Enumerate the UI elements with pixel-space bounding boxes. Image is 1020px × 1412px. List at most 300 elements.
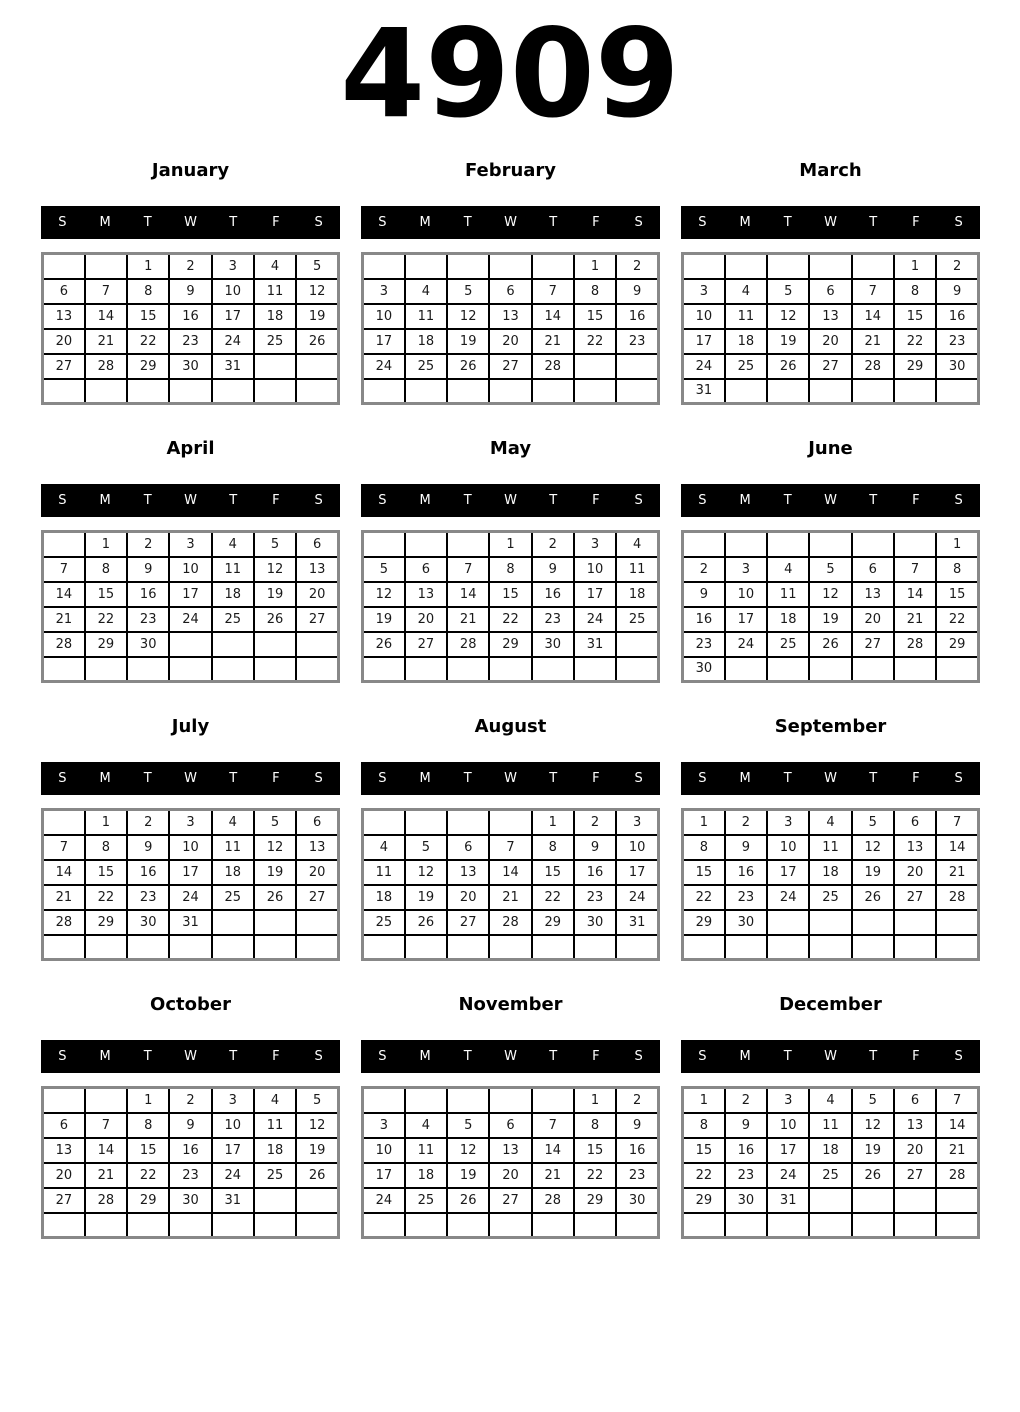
day-cell: 18 [405, 329, 447, 354]
empty-day-cell [447, 1213, 489, 1238]
day-cell: 13 [894, 1113, 936, 1138]
weekday-label: S [634, 493, 643, 508]
weekday-header-bar [41, 1040, 340, 1073]
weekday-header-bar [361, 762, 660, 795]
empty-day-cell [574, 657, 616, 682]
weekday-label: S [698, 493, 707, 508]
day-cell: 23 [683, 632, 725, 657]
empty-day-cell [405, 254, 447, 279]
day-cell: 15 [532, 860, 574, 885]
day-cell: 9 [725, 835, 767, 860]
day-cell: 27 [405, 632, 447, 657]
weekday-label: T [229, 1049, 238, 1064]
month-days-body [683, 1088, 979, 1238]
empty-day-cell [616, 354, 658, 379]
weekday-label: W [184, 215, 197, 230]
empty-day-cell [894, 657, 936, 682]
day-cell: 22 [489, 607, 531, 632]
day-cell: 17 [725, 607, 767, 632]
day-cell: 21 [43, 885, 85, 910]
empty-day-cell [43, 810, 85, 835]
month-days-table [681, 530, 980, 683]
day-cell: 24 [363, 1188, 405, 1213]
day-cell: 7 [43, 835, 85, 860]
empty-day-cell [447, 657, 489, 682]
empty-day-cell [725, 657, 767, 682]
day-cell: 18 [254, 1138, 296, 1163]
weekday-label: M [739, 215, 751, 230]
day-cell: 29 [574, 1188, 616, 1213]
day-cell: 20 [894, 860, 936, 885]
empty-day-cell [852, 1188, 894, 1213]
weekday-label: S [378, 493, 387, 508]
month-days-body [43, 532, 339, 682]
month-days-body [683, 810, 979, 960]
month-title: December [779, 994, 882, 1015]
day-cell: 9 [532, 557, 574, 582]
day-cell: 6 [489, 279, 531, 304]
week-row [363, 254, 659, 279]
day-cell: 27 [43, 354, 85, 379]
empty-day-cell [574, 935, 616, 960]
day-cell: 14 [894, 582, 936, 607]
empty-day-cell [767, 935, 809, 960]
week-row [683, 860, 979, 885]
empty-day-cell [254, 910, 296, 935]
day-cell: 16 [616, 304, 658, 329]
empty-day-cell [767, 254, 809, 279]
day-cell: 14 [85, 1138, 127, 1163]
empty-day-cell [809, 910, 851, 935]
empty-day-cell [725, 254, 767, 279]
day-cell: 25 [254, 1163, 296, 1188]
empty-day-cell [489, 810, 531, 835]
weekday-label: W [824, 1049, 837, 1064]
month-title: September [774, 716, 887, 737]
day-cell: 11 [767, 582, 809, 607]
day-cell: 1 [574, 1088, 616, 1113]
day-cell: 10 [574, 557, 616, 582]
day-cell: 5 [852, 810, 894, 835]
empty-day-cell [447, 1088, 489, 1113]
day-cell: 29 [127, 1188, 169, 1213]
month-days-table [41, 252, 340, 405]
day-cell: 9 [616, 279, 658, 304]
day-cell: 1 [683, 1088, 725, 1113]
weekday-label: T [783, 493, 792, 508]
day-cell: 1 [489, 532, 531, 557]
week-row [43, 582, 339, 607]
empty-day-cell [212, 379, 254, 404]
week-row [43, 1188, 339, 1213]
weekday-label: T [869, 1049, 878, 1064]
month-title: June [808, 438, 853, 459]
day-cell: 30 [574, 910, 616, 935]
day-cell: 24 [767, 1163, 809, 1188]
day-cell: 31 [212, 1188, 254, 1213]
day-cell: 10 [169, 557, 211, 582]
day-cell: 27 [489, 1188, 531, 1213]
empty-day-cell [683, 532, 725, 557]
day-cell: 13 [489, 304, 531, 329]
weekday-label: M [739, 493, 751, 508]
day-cell: 1 [574, 254, 616, 279]
day-cell: 17 [767, 860, 809, 885]
day-cell: 20 [43, 329, 85, 354]
day-cell: 7 [43, 557, 85, 582]
day-cell: 11 [725, 304, 767, 329]
empty-day-cell [296, 910, 338, 935]
empty-day-cell [169, 657, 211, 682]
day-cell: 19 [447, 1163, 489, 1188]
week-row [363, 657, 659, 682]
day-cell: 2 [725, 1088, 767, 1113]
week-row [43, 632, 339, 657]
week-row [43, 557, 339, 582]
day-cell: 27 [894, 1163, 936, 1188]
day-cell: 17 [363, 1163, 405, 1188]
empty-day-cell [852, 657, 894, 682]
day-cell: 2 [616, 1088, 658, 1113]
empty-day-cell [809, 1188, 851, 1213]
empty-day-cell [363, 1088, 405, 1113]
empty-day-cell [532, 935, 574, 960]
day-cell: 5 [363, 557, 405, 582]
day-cell: 4 [809, 810, 851, 835]
day-cell: 17 [212, 1138, 254, 1163]
day-cell: 16 [574, 860, 616, 885]
day-cell: 11 [809, 1113, 851, 1138]
empty-day-cell [296, 632, 338, 657]
weekday-label: F [912, 493, 920, 508]
week-row [683, 632, 979, 657]
day-cell: 4 [809, 1088, 851, 1113]
month-days-body [683, 254, 979, 404]
day-cell: 1 [532, 810, 574, 835]
weekday-label: F [272, 493, 280, 508]
day-cell: 8 [489, 557, 531, 582]
empty-day-cell [296, 935, 338, 960]
empty-day-cell [447, 254, 489, 279]
month-november [361, 980, 660, 1258]
month-january [41, 146, 340, 424]
month-title: March [799, 160, 862, 181]
day-cell: 29 [683, 1188, 725, 1213]
empty-day-cell [489, 935, 531, 960]
empty-day-cell [127, 379, 169, 404]
empty-day-cell [43, 657, 85, 682]
day-cell: 27 [852, 632, 894, 657]
day-cell: 27 [489, 354, 531, 379]
month-may [361, 424, 660, 702]
month-days-body [363, 1088, 659, 1238]
day-cell: 16 [725, 860, 767, 885]
week-row [363, 1163, 659, 1188]
empty-day-cell [894, 910, 936, 935]
weekday-label: T [143, 1049, 152, 1064]
empty-day-cell [169, 379, 211, 404]
empty-day-cell [616, 379, 658, 404]
day-cell: 4 [405, 279, 447, 304]
weekday-label: S [378, 1049, 387, 1064]
day-cell: 12 [363, 582, 405, 607]
weekday-label: F [912, 215, 920, 230]
empty-day-cell [254, 354, 296, 379]
weekday-header-bar [361, 1040, 660, 1073]
week-row [363, 532, 659, 557]
day-cell: 27 [43, 1188, 85, 1213]
day-cell: 22 [683, 885, 725, 910]
day-cell: 12 [447, 1138, 489, 1163]
weekday-label: M [99, 493, 111, 508]
month-days-table [41, 530, 340, 683]
week-row [43, 304, 339, 329]
day-cell: 16 [532, 582, 574, 607]
day-cell: 15 [85, 860, 127, 885]
day-cell: 13 [43, 1138, 85, 1163]
empty-day-cell [767, 379, 809, 404]
day-cell: 9 [127, 557, 169, 582]
empty-day-cell [363, 935, 405, 960]
empty-day-cell [169, 1213, 211, 1238]
day-cell: 2 [616, 254, 658, 279]
day-cell: 11 [254, 1113, 296, 1138]
weekday-label: W [504, 493, 517, 508]
empty-day-cell [616, 632, 658, 657]
weekday-label: T [229, 493, 238, 508]
weekday-label: F [272, 771, 280, 786]
weekday-label: T [143, 493, 152, 508]
empty-day-cell [43, 379, 85, 404]
weekday-label: W [504, 1049, 517, 1064]
empty-day-cell [809, 1213, 851, 1238]
day-cell: 3 [212, 254, 254, 279]
day-cell: 13 [447, 860, 489, 885]
month-days-body [43, 254, 339, 404]
day-cell: 26 [363, 632, 405, 657]
week-row [363, 304, 659, 329]
empty-day-cell [296, 354, 338, 379]
day-cell: 28 [894, 632, 936, 657]
day-cell: 8 [894, 279, 936, 304]
weekday-label: S [58, 771, 67, 786]
empty-day-cell [85, 379, 127, 404]
week-row [683, 279, 979, 304]
week-row [683, 354, 979, 379]
day-cell: 26 [296, 329, 338, 354]
week-row [683, 304, 979, 329]
weekday-header-bar [681, 1040, 980, 1073]
day-cell: 1 [936, 532, 978, 557]
weekday-label: S [58, 493, 67, 508]
day-cell: 10 [767, 835, 809, 860]
week-row [683, 532, 979, 557]
weekday-label: M [419, 215, 431, 230]
week-row [363, 1113, 659, 1138]
week-row [363, 935, 659, 960]
month-april [41, 424, 340, 702]
month-days-table [681, 808, 980, 961]
day-cell: 9 [936, 279, 978, 304]
day-cell: 20 [489, 329, 531, 354]
day-cell: 20 [296, 582, 338, 607]
day-cell: 11 [809, 835, 851, 860]
day-cell: 12 [296, 1113, 338, 1138]
empty-day-cell [532, 1088, 574, 1113]
day-cell: 31 [169, 910, 211, 935]
day-cell: 5 [767, 279, 809, 304]
month-days-body [363, 254, 659, 404]
week-row [363, 835, 659, 860]
day-cell: 17 [574, 582, 616, 607]
empty-day-cell [43, 1213, 85, 1238]
empty-day-cell [767, 657, 809, 682]
empty-day-cell [936, 910, 978, 935]
day-cell: 5 [254, 532, 296, 557]
day-cell: 25 [405, 1188, 447, 1213]
day-cell: 24 [725, 632, 767, 657]
month-june [681, 424, 980, 702]
day-cell: 3 [725, 557, 767, 582]
empty-day-cell [809, 379, 851, 404]
empty-day-cell [254, 379, 296, 404]
day-cell: 7 [894, 557, 936, 582]
week-row [363, 1213, 659, 1238]
week-row [683, 582, 979, 607]
empty-day-cell [212, 1213, 254, 1238]
week-row [363, 632, 659, 657]
empty-day-cell [405, 379, 447, 404]
day-cell: 4 [212, 810, 254, 835]
empty-day-cell [725, 532, 767, 557]
day-cell: 29 [936, 632, 978, 657]
day-cell: 5 [405, 835, 447, 860]
empty-day-cell [405, 1088, 447, 1113]
day-cell: 26 [852, 885, 894, 910]
day-cell: 5 [447, 279, 489, 304]
day-cell: 12 [254, 557, 296, 582]
week-row [363, 810, 659, 835]
day-cell: 22 [85, 607, 127, 632]
weekday-label: T [229, 215, 238, 230]
empty-day-cell [725, 1213, 767, 1238]
day-cell: 1 [894, 254, 936, 279]
weekday-label: S [378, 771, 387, 786]
empty-day-cell [405, 810, 447, 835]
day-cell: 10 [616, 835, 658, 860]
day-cell: 30 [127, 632, 169, 657]
day-cell: 9 [169, 279, 211, 304]
day-cell: 6 [852, 557, 894, 582]
week-row [683, 329, 979, 354]
day-cell: 21 [43, 607, 85, 632]
empty-day-cell [852, 532, 894, 557]
empty-day-cell [43, 935, 85, 960]
day-cell: 28 [43, 910, 85, 935]
day-cell: 15 [683, 1138, 725, 1163]
day-cell: 10 [767, 1113, 809, 1138]
empty-day-cell [127, 935, 169, 960]
weekday-label: S [634, 215, 643, 230]
day-cell: 23 [574, 885, 616, 910]
day-cell: 15 [489, 582, 531, 607]
month-title: November [458, 994, 563, 1015]
week-row [683, 885, 979, 910]
day-cell: 3 [363, 1113, 405, 1138]
empty-day-cell [683, 254, 725, 279]
day-cell: 20 [447, 885, 489, 910]
day-cell: 20 [489, 1163, 531, 1188]
day-cell: 16 [616, 1138, 658, 1163]
day-cell: 19 [254, 582, 296, 607]
day-cell: 2 [936, 254, 978, 279]
day-cell: 29 [894, 354, 936, 379]
day-cell: 6 [894, 1088, 936, 1113]
day-cell: 10 [169, 835, 211, 860]
week-row [43, 354, 339, 379]
day-cell: 22 [683, 1163, 725, 1188]
day-cell: 17 [616, 860, 658, 885]
day-cell: 15 [894, 304, 936, 329]
day-cell: 29 [489, 632, 531, 657]
day-cell: 26 [296, 1163, 338, 1188]
week-row [43, 910, 339, 935]
day-cell: 23 [169, 329, 211, 354]
day-cell: 21 [936, 1138, 978, 1163]
day-cell: 14 [532, 1138, 574, 1163]
empty-day-cell [809, 532, 851, 557]
weekday-label: W [504, 771, 517, 786]
weekday-label: W [184, 1049, 197, 1064]
day-cell: 20 [852, 607, 894, 632]
week-row [43, 1138, 339, 1163]
day-cell: 26 [405, 910, 447, 935]
day-cell: 25 [212, 607, 254, 632]
day-cell: 28 [936, 885, 978, 910]
empty-day-cell [894, 1188, 936, 1213]
empty-day-cell [85, 657, 127, 682]
day-cell: 30 [725, 1188, 767, 1213]
empty-day-cell [616, 1213, 658, 1238]
day-cell: 6 [43, 1113, 85, 1138]
day-cell: 16 [127, 582, 169, 607]
day-cell: 2 [683, 557, 725, 582]
empty-day-cell [447, 379, 489, 404]
week-row [363, 885, 659, 910]
month-october [41, 980, 340, 1258]
weekday-label: M [739, 1049, 751, 1064]
empty-day-cell [683, 935, 725, 960]
day-cell: 22 [127, 329, 169, 354]
day-cell: 23 [936, 329, 978, 354]
day-cell: 21 [936, 860, 978, 885]
day-cell: 7 [532, 1113, 574, 1138]
month-days-body [43, 810, 339, 960]
day-cell: 15 [683, 860, 725, 885]
month-days-body [363, 532, 659, 682]
weekday-label: T [549, 1049, 558, 1064]
month-days-table [361, 1086, 660, 1239]
week-row [363, 607, 659, 632]
weekday-label: S [954, 493, 963, 508]
empty-day-cell [363, 1213, 405, 1238]
day-cell: 19 [296, 1138, 338, 1163]
day-cell: 31 [574, 632, 616, 657]
weekday-label: W [504, 215, 517, 230]
empty-day-cell [212, 657, 254, 682]
day-cell: 6 [296, 810, 338, 835]
day-cell: 5 [447, 1113, 489, 1138]
